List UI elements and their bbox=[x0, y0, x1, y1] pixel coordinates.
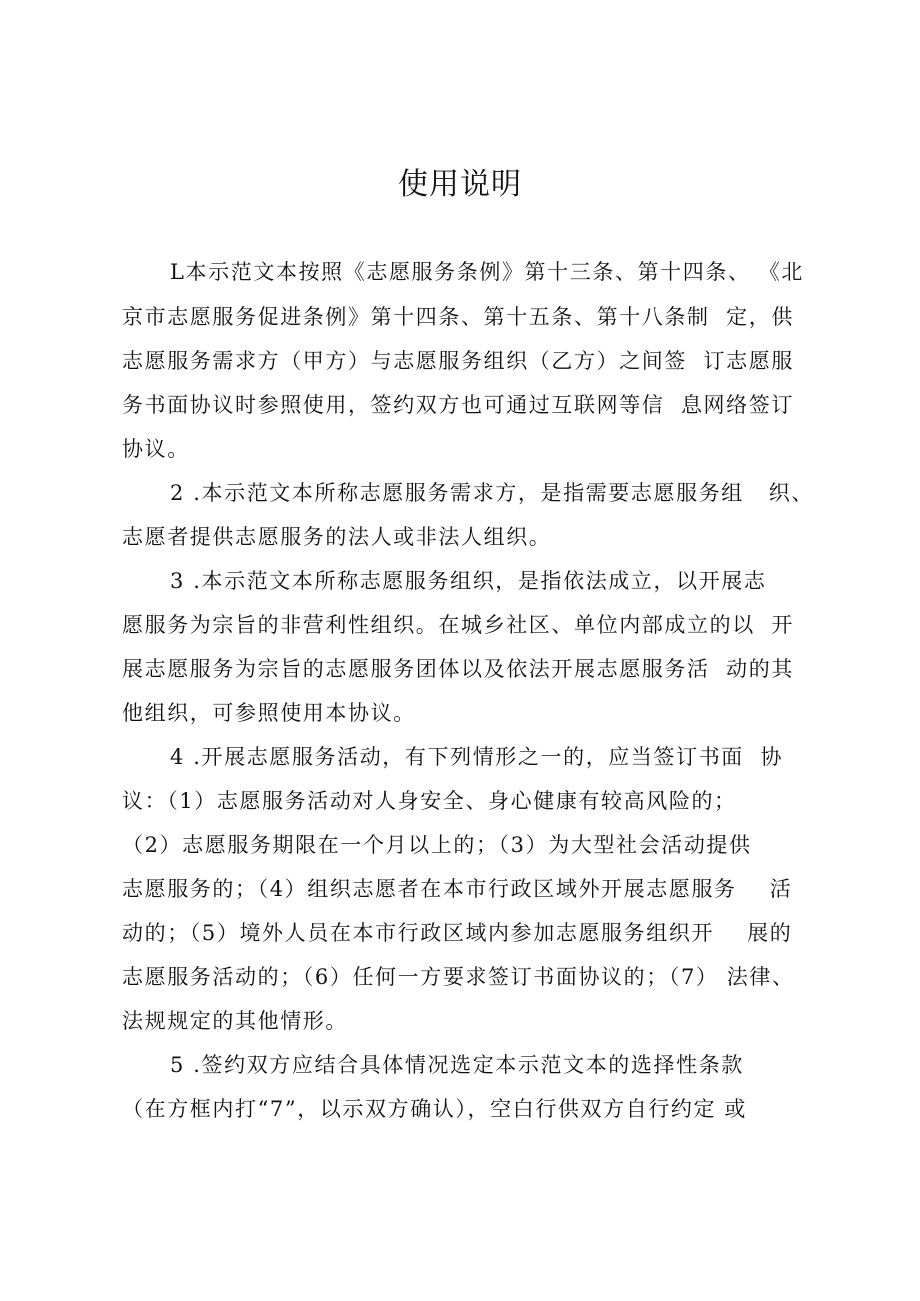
body-line: 志愿者提供志愿服务的法人或非法人组织。 bbox=[122, 525, 552, 549]
body-line: 2 .本示范文本所称志愿服务需求方，是指需要志愿服务组 织、 bbox=[170, 481, 814, 505]
body-line: 5 .签约双方应结合具体情况选定本示范文本的选择性条款 bbox=[170, 1053, 744, 1077]
body-line: 动的；（5）境外人员在本市行政区域内参加志愿服务组织开 展的 bbox=[122, 921, 793, 945]
body-line: L本示范文本按照《志愿服务条例》第十三条、第十四条、 《北 bbox=[170, 260, 805, 284]
body-line: 志愿服务需求方（甲方）与志愿服务组织（乙方）之间签 订志愿服 bbox=[122, 349, 794, 373]
body-line: （2）志愿服务期限在一个月以上的；（3）为大型社会活动提供 bbox=[122, 833, 752, 857]
body-line: （在方框内打“7”，以示双方确认），空白行供双方自行约定 或 bbox=[122, 1097, 748, 1121]
body-line: 法规规定的其他情形。 bbox=[122, 1009, 348, 1033]
body-line: 他组织，可参照使用本协议。 bbox=[122, 701, 416, 725]
body-line: 京市志愿服务促进条例》第十四条、第十五条、第十八条制 定，供 bbox=[122, 305, 794, 329]
page-title: 使用说明 bbox=[398, 167, 522, 202]
body-line: 3 .本示范文本所称志愿服务组织，是指依法成立，以开展志 bbox=[170, 569, 767, 593]
body-line: 志愿服务的；（4）组织志愿者在本市行政区域外开展志愿服务 活 bbox=[122, 877, 793, 901]
body-line: 协议。 bbox=[122, 437, 190, 461]
body-line: 志愿服务活动的；（6）任何一方要求签订书面协议的；（7） 法律、 bbox=[122, 965, 795, 989]
body-line: 4 .开展志愿服务活动，有下列情形之一的，应当签订书面 协 bbox=[170, 745, 784, 769]
body-line: 展志愿服务为宗旨的志愿服务团体以及依法开展志愿服务活 动的其 bbox=[122, 657, 794, 681]
body-line: 议：（1）志愿服务活动对人身安全、身心健康有较高风险的； bbox=[122, 789, 737, 813]
body-line: 愿服务为宗旨的非营利性组织。在城乡社区、单位内部成立的以 开 bbox=[122, 613, 794, 637]
body-line: 务书面协议时参照使用，签约双方也可通过互联网等信 息网络签订 bbox=[122, 393, 794, 417]
